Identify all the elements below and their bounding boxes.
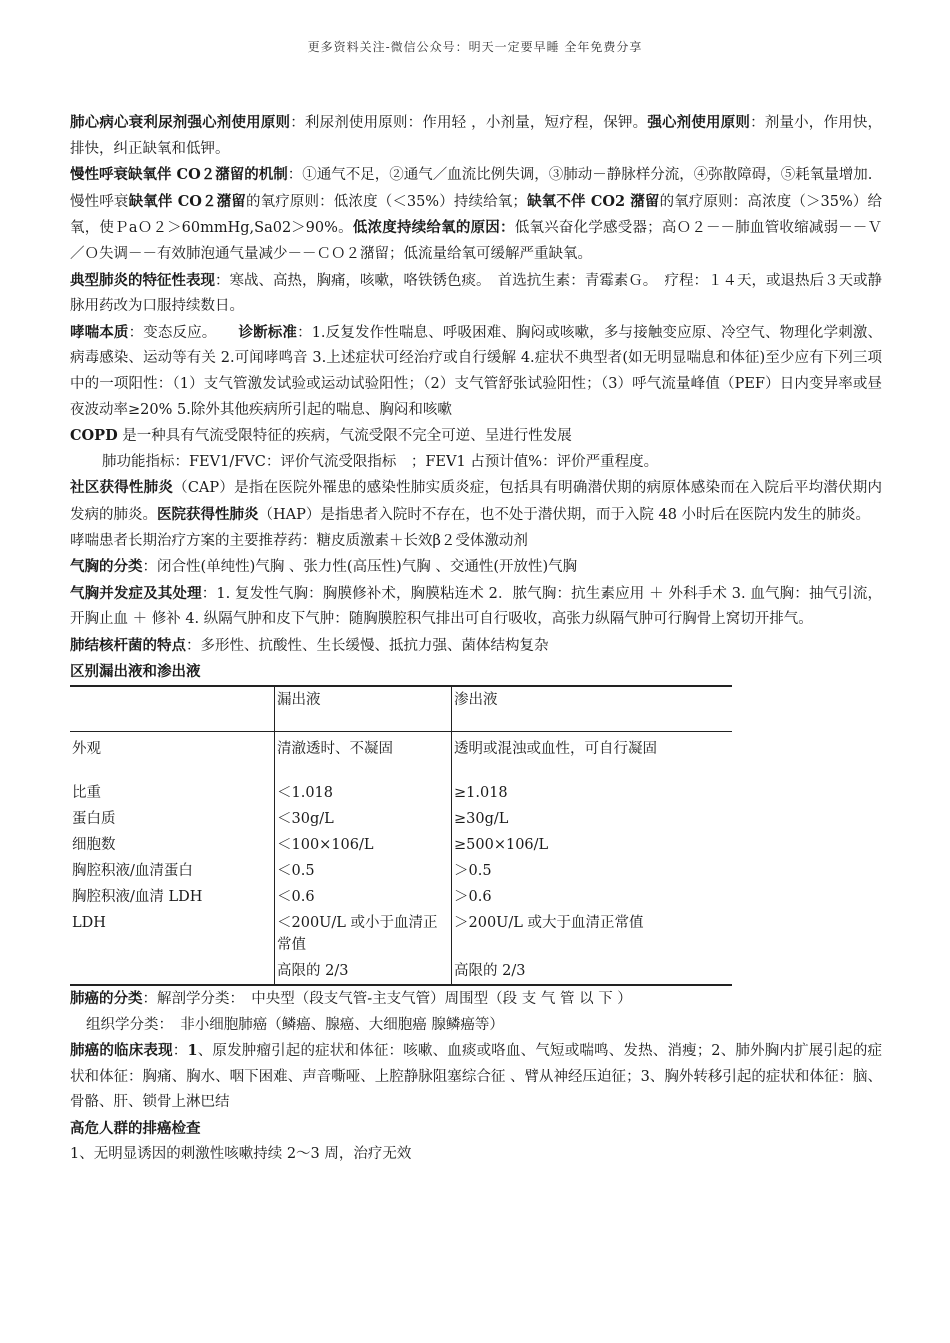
text: 1、无明显诱因的刺激性咳嗽持续 2～3 周，治疗无效 xyxy=(70,1145,412,1162)
paragraph-copd xyxy=(70,423,882,450)
table-header-cell xyxy=(70,686,275,732)
text: 的氧疗原则：低浓度（＜35%）持续给氧； xyxy=(245,193,527,210)
heading-lung-cancer-classification: 肺癌的分类 xyxy=(70,990,143,1008)
text: 、原发肿瘤引起的症状和体征：咳嗽、血痰或咯血、气短或喘鸣、发热、消瘦；2、肺外胸内扩展引起的症状和体征：胸痛、胸水、咽下困难、声音嘶哑、上腔静脉阻塞综合征 、臂从神经压迫征；3、胸外转移引起的症状和体征：脑、骨骼、肝、锁骨上淋巴结 xyxy=(70,1043,883,1111)
text: 组织学分类： 非小细胞肺癌（鳞癌、腺癌、大细胞癌 腺鳞癌等） xyxy=(86,1016,504,1033)
paragraph-cap-hap xyxy=(70,475,882,528)
table-header-cell: 漏出液 xyxy=(275,686,452,732)
text: ：1.反复发作性喘息、呼吸困难、胸闷或咳嗽，多与接触变应原、冷空气、物理化学刺激、病毒感染、运动等有关 2.可闻哮鸣音 3.上述症状可经治疗或自行缓解 4.症状不典型者(如无明显喘息和体征)至少应有下列三项中的一项阳性：（1）支气管激发试验或运动试验阳性；（2）支气管舒张试验阳性；（3）呼气流量峰值（PEF）日内变异率或昼夜波动率≥20% 5.除外其他疾病所引起的喘息、胸闷和咳嗽 xyxy=(70,324,882,418)
text: 低氧兴奋化学感受器；高Ｏ２－－肺血管收缩减弱－－Ｖ／Ｏ失调－－有效肺泡通气量减少－－ＣＯ２潴留；低流量给氧可缓解严重缺氧。 xyxy=(70,220,883,262)
text: （CAP）是指在医院外罹患的感染性肺实质炎症，包括具有明确潜伏期的病原体感染而在入院后平均潜伏期内发病的肺炎。 xyxy=(70,480,882,523)
table-cell: ≥500×106/L xyxy=(452,832,733,858)
heading-hypoxia-without-co2: 缺氧不伴 CO2 潴留 xyxy=(526,192,660,210)
table-row xyxy=(70,732,732,781)
text: ：利尿剂使用原则：作用轻 ，小剂量，短疗程，保钾。 xyxy=(290,115,648,131)
paragraph-lung-function xyxy=(70,450,882,476)
heading-high-risk-screening: 高危人群的排癌检查 xyxy=(70,1120,201,1138)
text: ：闭合性(单纯性)气胸 、张力性(高压性)气胸 、交通性(开放性)气胸 xyxy=(142,559,578,576)
text: ：解剖学分类： 中央型（段支气管-主支气管）周围型（段 支 气 管 以 下 ） xyxy=(142,991,632,1008)
text: ：寒战、高热，胸痛，咳嗽，咯铁锈色痰。 首选抗生素：青霉素Ｇ。 疗程：１４天，或退热后３天或静脉用药改为口服持续数日。 xyxy=(70,272,882,315)
text: ：①通气不足，②通气／血流比例失调，③肺动－静脉样分流，④弥散障碍，⑤耗氧量增加. xyxy=(287,167,873,184)
table-row xyxy=(70,910,732,958)
text: 哮喘患者长期治疗方案的主要推荐药：糖皮质激素＋长效β２受体激动剂 xyxy=(70,532,528,549)
table-cell: 蛋白质 xyxy=(72,811,116,828)
paragraph-tb-bacteria xyxy=(70,633,882,660)
text: ：1. 复发性气胸：胸膜修补术，胸膜粘连术 2．脓气胸：抗生素应用 ＋ 外科手术 3. 血气胸：抽气引流，开胸止血 ＋ 修补 4. 纵隔气肿和皮下气肿：随胸膜腔积气排出可自行吸收，高张力纵隔气肿可行胸骨上窝切开排气。 xyxy=(70,585,883,628)
text: ：剂量小，作用快，排快，纠正缺氧和低钾。 xyxy=(70,115,883,157)
table-cell: ＞0.5 xyxy=(452,858,733,884)
heading-lung-cancer-clinical: 肺癌的临床表现 xyxy=(70,1042,173,1060)
table-cell: ＜30g/L xyxy=(275,806,452,832)
paragraph-pneumothorax-types xyxy=(70,554,882,581)
table-cell: ＜200U/L 或小于血清正常值 xyxy=(275,910,452,958)
effusion-comparison-table xyxy=(70,685,732,986)
table-cell: 比重 xyxy=(72,785,101,802)
table-cell: 细胞数 xyxy=(72,837,116,854)
table-cell: ≥30g/L xyxy=(452,806,733,832)
table-cell: ＜0.5 xyxy=(275,858,452,884)
heading-copd: COPD xyxy=(70,427,118,445)
paragraph-pneumonia xyxy=(70,268,882,320)
table-cell: 高限的 2/3 xyxy=(275,958,452,985)
text: （HAP）是指患者入院时不存在，也不处于潜伏期，而于入院 48 小时后在医院内发生的肺炎。 xyxy=(258,506,871,523)
table-cell: ＞0.6 xyxy=(452,884,733,910)
paragraph-co2-retention-mechanism xyxy=(70,162,882,189)
table-row xyxy=(70,958,732,985)
table-cell: ≥1.018 xyxy=(452,780,733,806)
number: 1 xyxy=(187,1042,198,1060)
heading-co2-mechanism: 慢性呼衰缺氧伴 CO２潴留的机制 xyxy=(70,166,288,184)
text: ：变态反应。 xyxy=(128,324,239,341)
table-cell: LDH xyxy=(72,915,106,932)
table-row xyxy=(70,858,732,884)
table-cell: 胸腔积液/血清蛋白 xyxy=(72,863,193,880)
paragraph-screening-item-1 xyxy=(70,1142,882,1168)
heading-pneumothorax-types: 气胸的分类 xyxy=(70,558,143,576)
table-cell xyxy=(70,958,275,985)
paragraph-asthma xyxy=(70,320,882,423)
text: 肺功能指标：FEV1/FVC：评价气流受限指标 ；FEV1 占预计值%：评价严重程度。 xyxy=(102,453,659,470)
paragraph-heart-failure-drugs xyxy=(70,110,882,162)
heading-cap: 社区获得性肺炎 xyxy=(70,479,174,497)
table-cell: 胸腔积液/血清 LDH xyxy=(72,889,203,906)
table-cell: ＜0.6 xyxy=(275,884,452,910)
table-row xyxy=(70,780,732,806)
table-cell: 透明或混浊或血性，可自行凝固 xyxy=(452,732,733,781)
table-cell: 清澈透时、不凝固 xyxy=(275,732,452,781)
text: ：多形性、抗酸性、生长缓慢、抵抗力强、菌体结构复杂 xyxy=(186,637,549,654)
table-cell: 外观 xyxy=(70,732,275,781)
table-row xyxy=(70,806,732,832)
table-title: 区别漏出液和渗出液 xyxy=(70,663,201,681)
table-row xyxy=(70,832,732,858)
table-cell: 高限的 2/3 xyxy=(452,958,733,985)
heading-hap: 医院获得性肺炎 xyxy=(157,505,259,523)
paragraph-asthma-treatment xyxy=(70,529,882,555)
table-cell: ＜1.018 xyxy=(275,780,452,806)
text: 的氧疗原则：高浓度（＞35%）给氧，使ＰaＯ２＞60mmHg,Sa02＞90%。 xyxy=(70,193,883,237)
table-cell: ＜100×106/L xyxy=(275,832,452,858)
table-header-row xyxy=(70,686,732,732)
heading-pneumonia-features: 典型肺炎的特征性表现 xyxy=(70,271,215,289)
document-body xyxy=(70,110,882,1167)
table-row xyxy=(70,884,732,910)
heading-pneumothorax-complications: 气胸并发症及其处理 xyxy=(70,584,202,602)
text: ： xyxy=(172,1043,188,1060)
page-header: 更多资料关注-微信公众号：明天一定要早睡 全年免费分享 xyxy=(307,40,643,54)
heading-hypoxia-with-co2: 缺氧伴 CO２潴留 xyxy=(128,192,246,210)
table-cell: ＞200U/L 或大于血清正常值 xyxy=(452,910,733,958)
paragraph-oxygen-therapy xyxy=(70,189,882,268)
heading-asthma-nature: 哮喘本质 xyxy=(70,323,129,341)
heading-tb-bacteria: 肺结核杆菌的特点 xyxy=(70,636,186,654)
paragraph-histology-classification xyxy=(70,1013,882,1039)
heading-cardiotonic-principle: 强心剂使用原则 xyxy=(647,114,751,131)
paragraph-pneumothorax-complications xyxy=(70,581,882,633)
text: 慢性呼衰 xyxy=(70,193,129,210)
paragraph-lung-cancer-classification xyxy=(70,986,882,1013)
heading-low-concentration-reason: 低浓度持续给氧的原因： xyxy=(352,219,515,237)
heading-diagnosis-criteria: 诊断标准 xyxy=(238,323,298,341)
text: 是一种具有气流受限特征的疾病，气流受限不完全可逆、呈进行性发展 xyxy=(117,428,572,445)
paragraph-lung-cancer-clinical xyxy=(70,1038,882,1116)
heading-diuretic-cardiotonic: 肺心病心衰利尿剂强心剂使用原则 xyxy=(70,114,291,131)
table-header-cell: 渗出液 xyxy=(452,686,733,732)
